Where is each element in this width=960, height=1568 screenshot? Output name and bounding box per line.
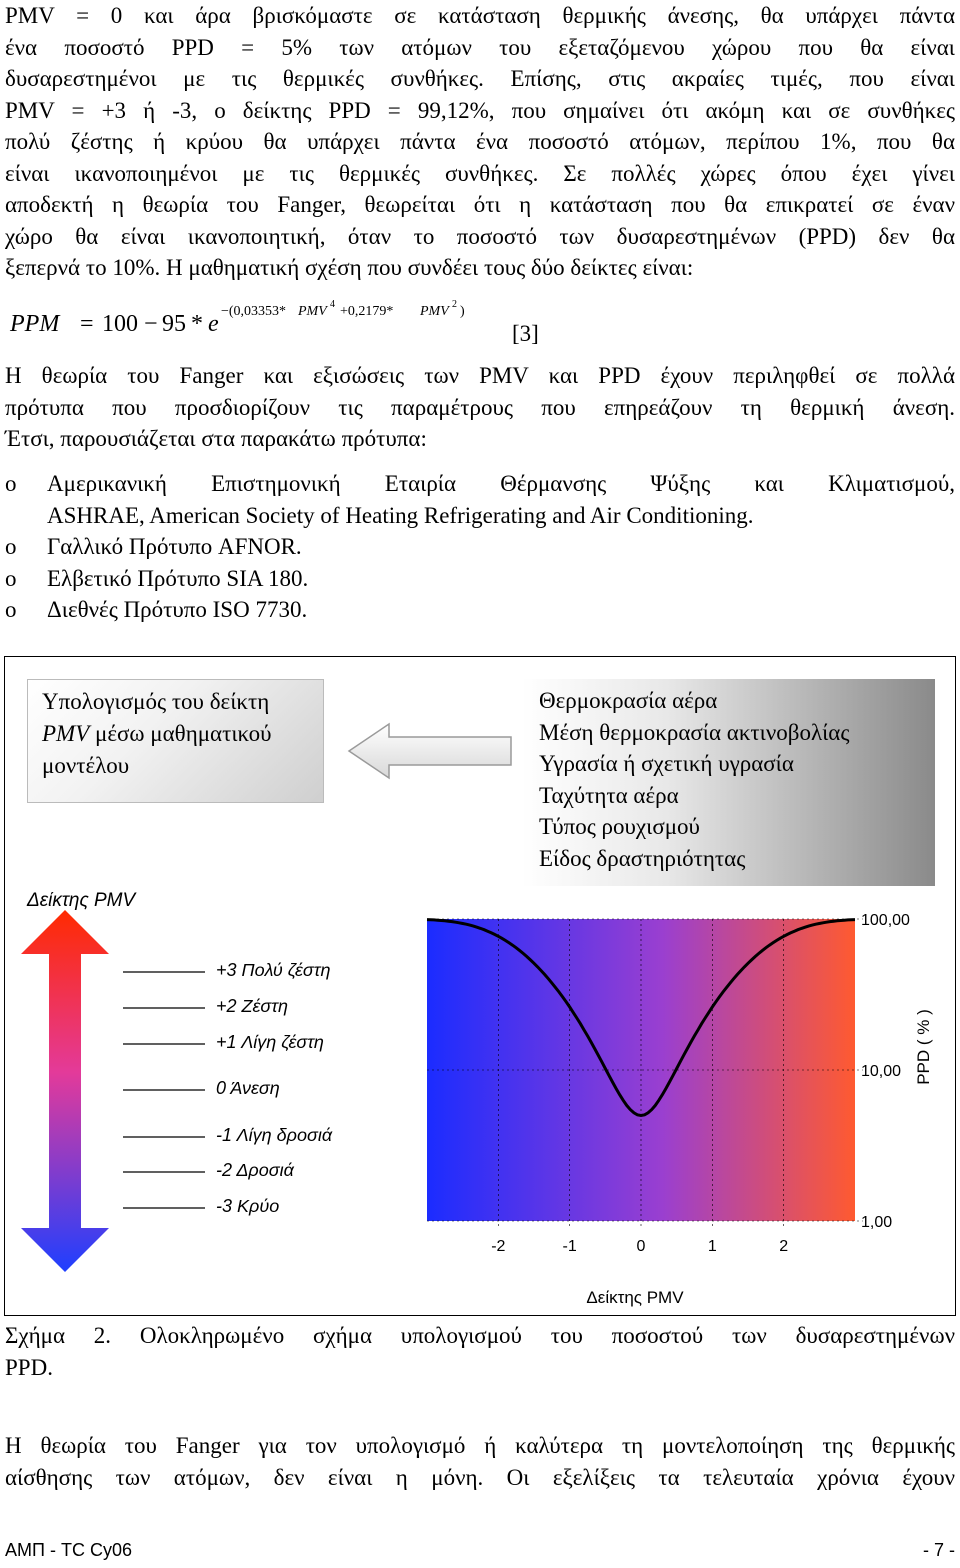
formula-equals: = xyxy=(80,311,94,337)
scale-ticks xyxy=(123,972,205,1208)
scale-label: +1 Λίγη ζέστη xyxy=(216,1032,324,1052)
bullet-mark: o xyxy=(5,597,17,622)
text-line: ξεπερνά το 10%. Η μαθηματική σχέση που συνδέει τους δύο δείκτες είναι: xyxy=(5,255,694,280)
list-item xyxy=(5,563,955,595)
input-parameter: Θερμοκρασία αέρα xyxy=(539,688,718,713)
calc-line-3: μοντέλου xyxy=(42,753,130,778)
scale-label: -2 Δροσιά xyxy=(216,1160,294,1180)
formula-exp-pmv2: PMV xyxy=(420,304,449,319)
text-line: αίσθησης των ατόμων, δεν είναι η μόνη. Οι εξελίξεις τα τελευταία χρόνια έχουν xyxy=(5,1464,955,1490)
formula-constant-a: 100 xyxy=(102,311,138,337)
bullet-mark: o xyxy=(5,471,17,496)
input-parameter: Ταχύτητα αέρα xyxy=(539,782,679,808)
formula-exp-pow2: 2 xyxy=(452,299,457,310)
list-item xyxy=(5,468,955,531)
scale-label: +3 Πολύ ζέστη xyxy=(216,960,331,980)
closing-paragraph xyxy=(5,1430,955,1493)
input-parameter: Μέση θερμοκρασία ακτινοβολίας xyxy=(539,719,850,745)
pmv-scale-title: Δείκτης PMV xyxy=(27,892,136,911)
formula-exp-mid: +0,2179* xyxy=(340,304,394,319)
bullet-mark: o xyxy=(5,565,17,591)
calc-line-2 xyxy=(42,718,272,750)
standards-list xyxy=(5,468,955,626)
scale-label: +2 Ζέστη xyxy=(216,996,289,1016)
scale-label: -1 Λίγη δροσιά xyxy=(216,1125,333,1145)
y-tick-label: 1,00 xyxy=(861,1214,893,1231)
text-line: Ελβετικό Πρότυπο SIA 180. xyxy=(47,565,309,591)
pmv-calculation-text xyxy=(42,686,272,782)
text-line: Διεθνές Πρότυπο ISO 7730. xyxy=(47,597,308,622)
text-line: Έτσι, παρουσιάζεται στα παρακάτω πρότυπα: xyxy=(5,426,427,451)
formula-lhs: PPM xyxy=(10,311,60,337)
scale-label: -3 Κρύο xyxy=(216,1196,280,1216)
input-parameters-list xyxy=(539,685,849,875)
text-line: PMV = +3 ή -3, ο δείκτης PPD = 99,12%, που σημαίνει ότι ακόμη και σε συνθήκες xyxy=(5,97,955,123)
formula-exp-pow1: 4 xyxy=(330,299,335,310)
figure-caption xyxy=(5,1320,955,1383)
footer-document-code: ΑΜΠ - TC Cy06 xyxy=(5,1540,133,1560)
x-tick-label: 0 xyxy=(636,1238,646,1255)
input-parameter: Είδος δραστηριότητας xyxy=(539,845,746,871)
caption-line: PPD. xyxy=(5,1354,53,1380)
standards-paragraph xyxy=(5,360,955,455)
text-line: είναι ικανοποιημένοι με τις θερμικές συνθήκες. Σε πολλές χώρες όπου έχει γίνει xyxy=(5,160,955,186)
input-parameter: Υγρασία ή σχετική υγρασία xyxy=(539,751,794,777)
pmv-scale-arrow xyxy=(21,910,109,1272)
formula-star: * xyxy=(191,311,203,337)
text-line: δυσαρεστημένοι με τις θερμικές συνθήκες. Επίσης, στις ακραίες τιμές, που είναι xyxy=(5,66,955,91)
figure-frame xyxy=(4,656,956,1316)
list-item xyxy=(5,531,955,563)
text-line: ένα ποσοστό PPD = 5% των ατόμων του εξεταζόμενου χώρου που θα είναι xyxy=(5,34,955,60)
text-line: Η θεωρία του Fanger και εξισώσεις των PMV και PPD έχουν περιληφθεί σε πολλά xyxy=(5,363,955,388)
pmv-calculation-box xyxy=(27,679,324,803)
x-tick-label: 1 xyxy=(707,1238,717,1255)
arrow-left-icon xyxy=(345,721,515,781)
text-line: αποδεκτή η θεωρία του Fanger, θεωρείται ότι η κατάσταση που θα επικρατεί σε έναν xyxy=(5,192,955,217)
bullet-mark: o xyxy=(5,534,17,559)
text-line: πρότυπα που προσδιορίζουν τις παραμέτρους που επηρεάζουν τη θερμική άνεση. xyxy=(5,394,955,420)
caption-line: Σχήμα 2. Ολοκληρωμένο σχήμα υπολογισμού του ποσοστού των δυσαρεστημένων xyxy=(5,1323,955,1348)
text-line: Η θεωρία του Fanger για τον υπολογισμό ή καλύτερα τη μοντελοποίηση της θερμικής xyxy=(5,1433,955,1458)
y-axis-label: PPD ( % ) xyxy=(914,1009,933,1085)
formula-e: e xyxy=(208,311,219,337)
y-tick-label: 10,00 xyxy=(861,1063,902,1080)
formula-exp-pmv1: PMV xyxy=(298,304,327,319)
x-tick-label: -1 xyxy=(562,1238,577,1255)
formula-reference: [3] xyxy=(512,321,539,346)
list-item xyxy=(5,594,955,626)
text-line: ASHRAE, American Society of Heating Refrigerating and Air Conditioning. xyxy=(47,502,754,528)
calc-pmv-italic: PMV xyxy=(42,721,90,746)
x-axis-label: Δείκτης PMV xyxy=(586,1288,684,1307)
formula-minus: − xyxy=(144,311,158,337)
formula-constant-b: 95 xyxy=(162,311,186,337)
input-parameters-box xyxy=(522,679,935,886)
x-tick-label: 2 xyxy=(779,1238,789,1255)
text-line: Γαλλικό Πρότυπο AFNOR. xyxy=(47,534,302,559)
input-parameter: Τύπος ρουχισμού xyxy=(539,814,700,840)
formula-exp-open: −(0,03353* xyxy=(221,304,287,319)
calc-line-2-rest: μέσω μαθηματικού xyxy=(89,721,272,746)
page-number: - 7 - xyxy=(922,1540,955,1560)
scale-label: 0 Άνεση xyxy=(216,1078,280,1098)
intro-paragraph xyxy=(5,0,955,284)
formula-exp-close: ) xyxy=(460,304,465,319)
pmv-scale xyxy=(5,892,345,1312)
ppd-chart xyxy=(335,877,955,1317)
y-tick-label: 100,00 xyxy=(861,912,910,929)
ppd-formula xyxy=(8,298,568,348)
calc-line-1: Υπολογισμός του δείκτη xyxy=(42,689,270,714)
text-line: PMV = 0 και άρα βρισκόμαστε σε κατάσταση θερμικής άνεσης, θα υπάρχει πάντα xyxy=(5,3,955,28)
text-line: χώρο θα είναι ικανοποιητική, όταν το ποσοστό των δυσαρεστημένων (PPD) δεν θα xyxy=(5,223,955,249)
text-line: πολύ ζέστης ή κρύου θα υπάρχει πάντα ένα ποσοστό ατόμων, περίπου 1%, που θα xyxy=(5,129,955,154)
x-tick-label: -2 xyxy=(491,1238,506,1255)
text-line: Αμερικανική Επιστημονική Εταιρία Θέρμανσης Ψύξης και Κλιματισμού, xyxy=(47,471,955,496)
